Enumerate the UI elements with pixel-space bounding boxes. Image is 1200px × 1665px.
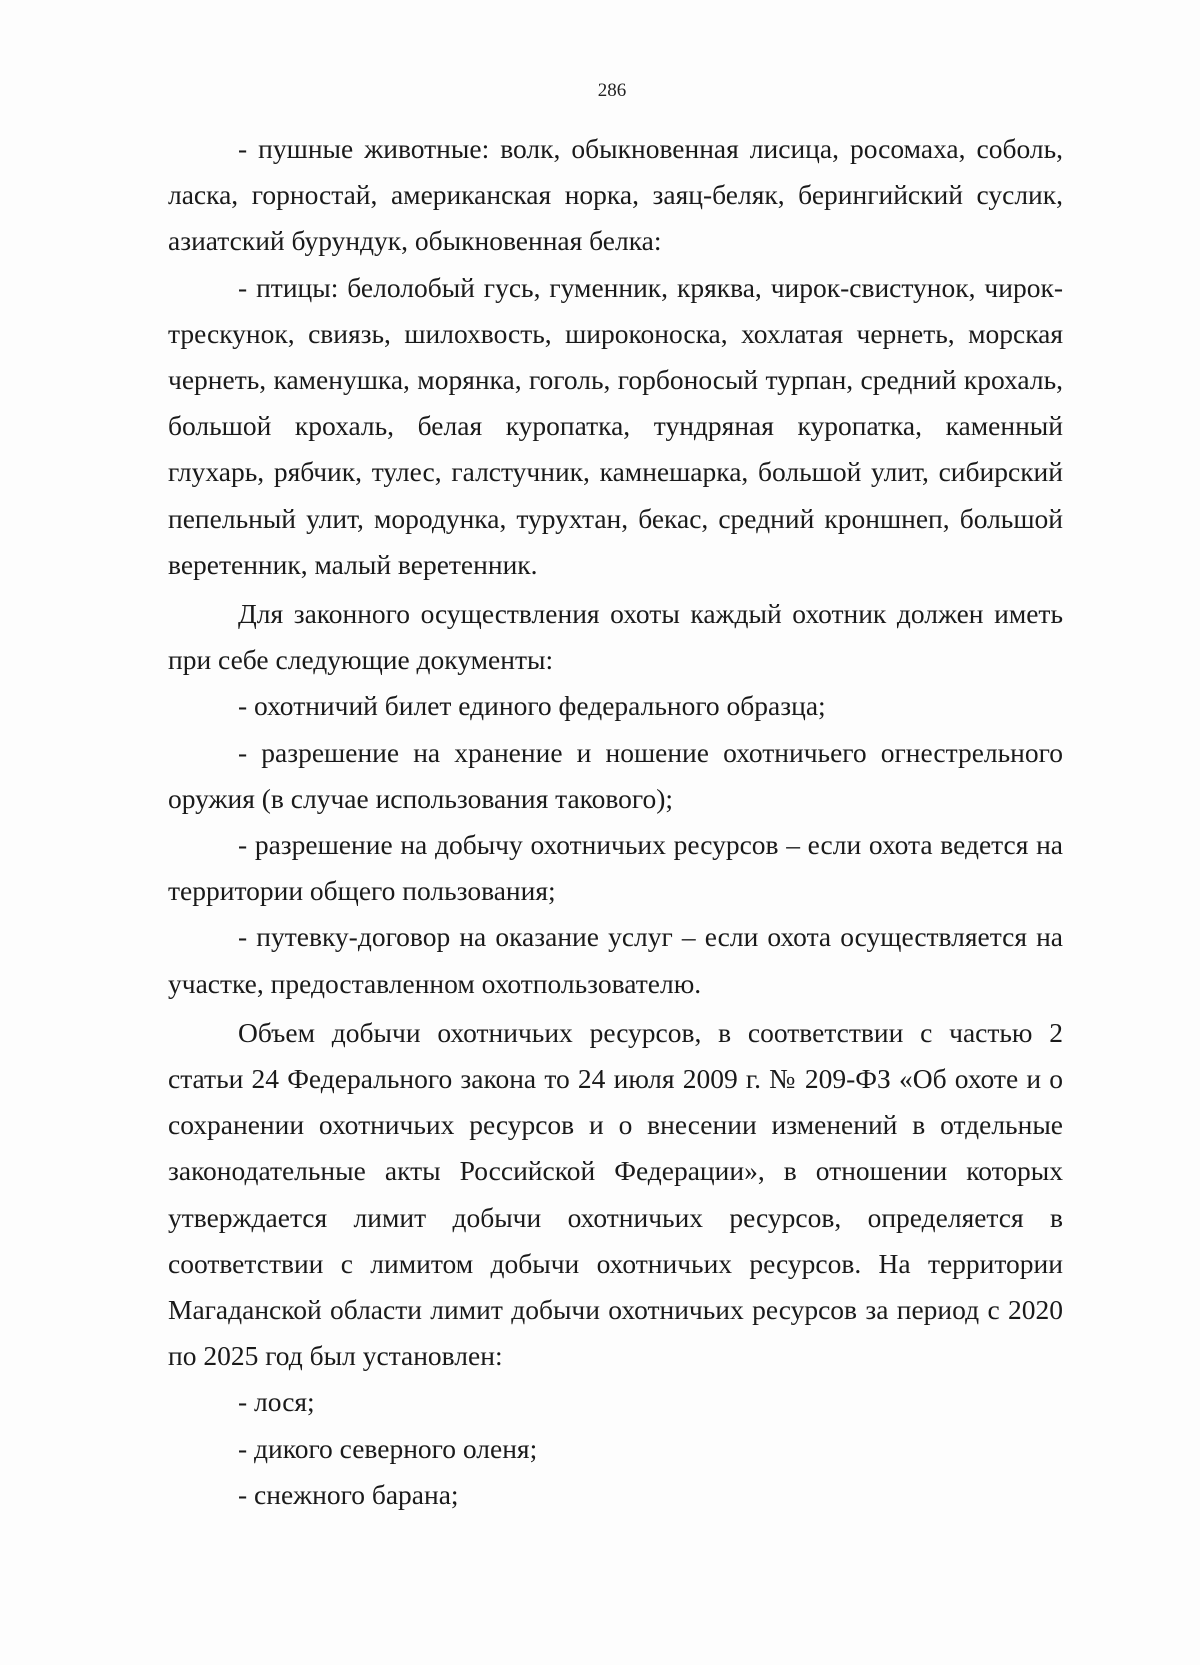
document-body bbox=[168, 126, 1063, 1518]
list-item-harvest-permit: - разрешение на добычу охотничьих ресурсов – если охота ведется на территории общего пользования; bbox=[168, 829, 1063, 907]
list-item-reindeer: - дикого северного оленя; bbox=[238, 1432, 538, 1464]
list-item-service-voucher: - путевку-договор на оказание услуг – если охота осуществляется на участке, предоставленном охотпользователю. bbox=[168, 921, 1063, 999]
paragraph-harvest-volume: Объем добычи охотничьих ресурсов, в соответствии с частью 2 статьи 24 Федерального закона то 24 июля 2009 г. № 209-ФЗ «Об охоте и о сохранении охотничьих ресурсов и о внесении изменений в отдельные законодательные акты Российской Федерации», в отношении которых утверждается лимит добычи охотничьих ресурсов, определяется в соответствии с лимитом добычи охотничьих ресурсов. На территории Магаданской области лимит добычи охотничьих ресурсов за период с 2020 по 2025 год был установлен: bbox=[168, 1016, 1063, 1372]
list-item-snow-sheep: - снежного барана; bbox=[238, 1478, 459, 1510]
list-item-weapon-permit: - разрешение на хранение и ношение охотничьего огнестрельного оружия (в случае использования такового); bbox=[168, 736, 1063, 814]
paragraph-fur-animals: - пушные животные: волк, обыкновенная лисица, росомаха, соболь, ласка, горностай, американская норка, заяц-беляк, берингийский суслик, азиатский бурундук, обыкновенная белка: bbox=[168, 133, 1063, 257]
list-item-moose: - лося; bbox=[238, 1386, 315, 1418]
paragraph-birds: - птицы: белолобый гусь, гуменник, кряква, чирок-свистунок, чирок-трескунок, свиязь, шилохвость, широконоска, хохлатая чернеть, морская чернеть, каменушка, морянка, гоголь, горбоносый турпан, средний крохаль, большой крохаль, белая куропатка, тундряная куропатка, каменный глухарь, рябчик, тулес, галстучник, камнешарка, большой улит, сибирский пепельный улит, мородунка, турухтан, бекас, средний кроншнеп, большой веретенник, малый веретенник. bbox=[168, 271, 1063, 580]
page-number: 286 bbox=[597, 80, 627, 101]
list-item-hunting-license: - охотничий билет единого федерального образца; bbox=[238, 690, 826, 722]
paragraph-required-documents: Для законного осуществления охоты каждый охотник должен иметь при себе следующие документы: bbox=[168, 598, 1063, 676]
